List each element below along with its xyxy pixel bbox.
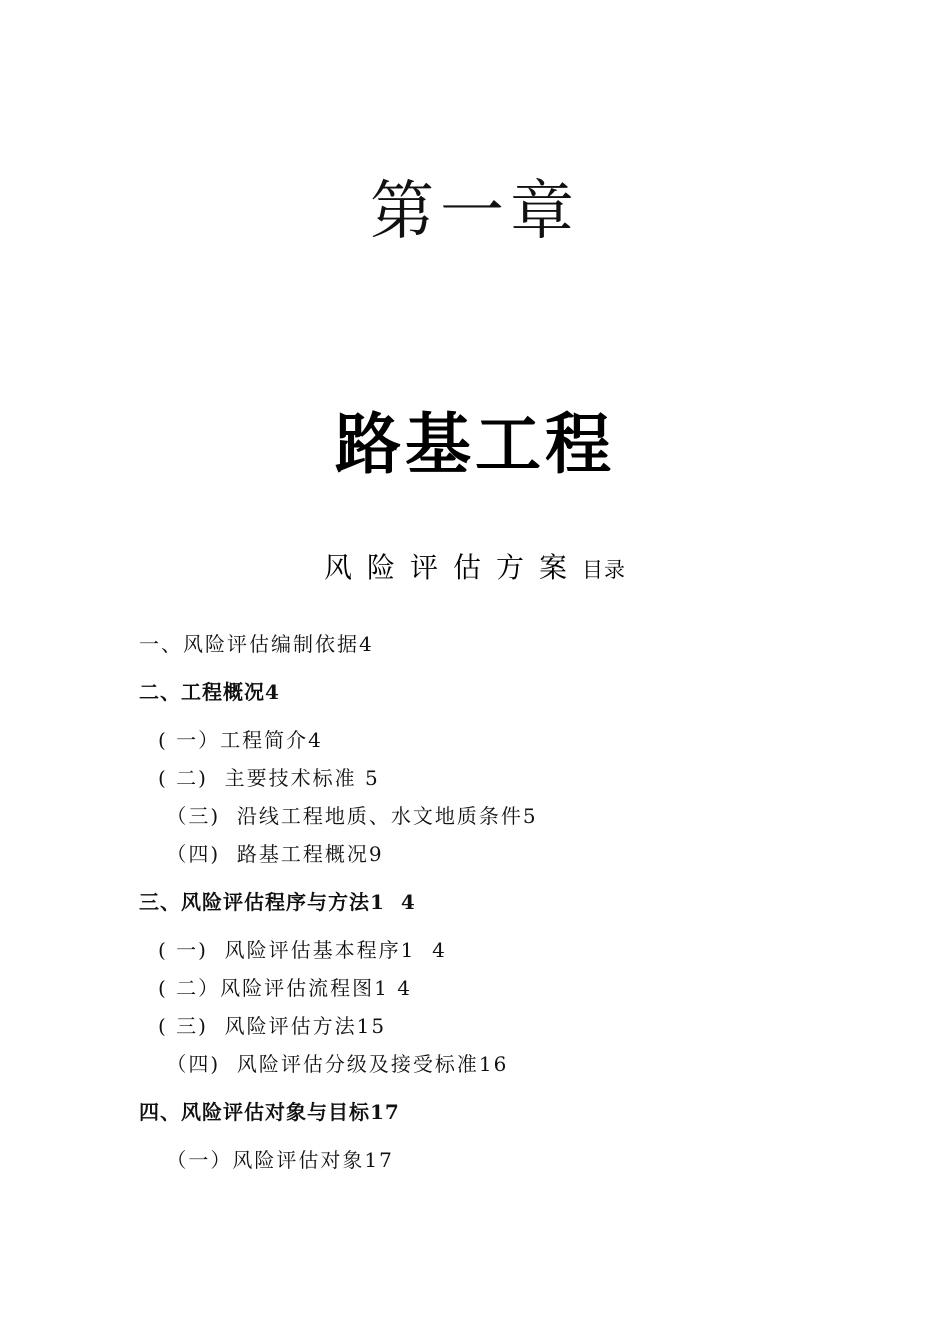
toc-entry-4-1[interactable]: （一）风险评估对象17 <box>158 1148 394 1172</box>
toc-entry-3-1[interactable]: ( 一) 风险评估基本程序1 4 <box>158 938 447 962</box>
toc-entry-2-1[interactable]: ( 一）工程简介4 <box>158 728 323 752</box>
document-title: 路基工程 <box>335 405 615 483</box>
toc-entry-4[interactable]: 四、风险评估对象与目标17 <box>139 1100 400 1124</box>
toc-entry-3-4[interactable]: （四) 风险评估分级及接受标准16 <box>158 1052 509 1076</box>
toc-entry-2[interactable]: 二、工程概况4 <box>139 680 280 704</box>
subtitle-main: 风险评估方案 <box>323 551 582 584</box>
toc-entry-2-3[interactable]: （三) 沿线工程地质、水文地质条件5 <box>158 804 538 828</box>
toc-label: 目录 <box>582 558 626 582</box>
toc-entry-3-2[interactable]: ( 二）风险评估流程图1 4 <box>158 976 412 1000</box>
toc-entry-2-4[interactable]: （四) 路基工程概况9 <box>158 842 384 866</box>
subtitle <box>0 548 950 592</box>
toc-entry-3-3[interactable]: ( 三) 风险评估方法15 <box>158 1014 387 1038</box>
toc-entry-2-2[interactable]: ( 二) 主要技术标准 5 <box>158 766 380 790</box>
toc-entry-3[interactable]: 三、风险评估程序与方法1 4 <box>139 890 416 914</box>
toc-entry-1[interactable]: 一、风险评估编制依据4 <box>139 632 374 656</box>
chapter-heading: 第一章 <box>370 175 580 249</box>
